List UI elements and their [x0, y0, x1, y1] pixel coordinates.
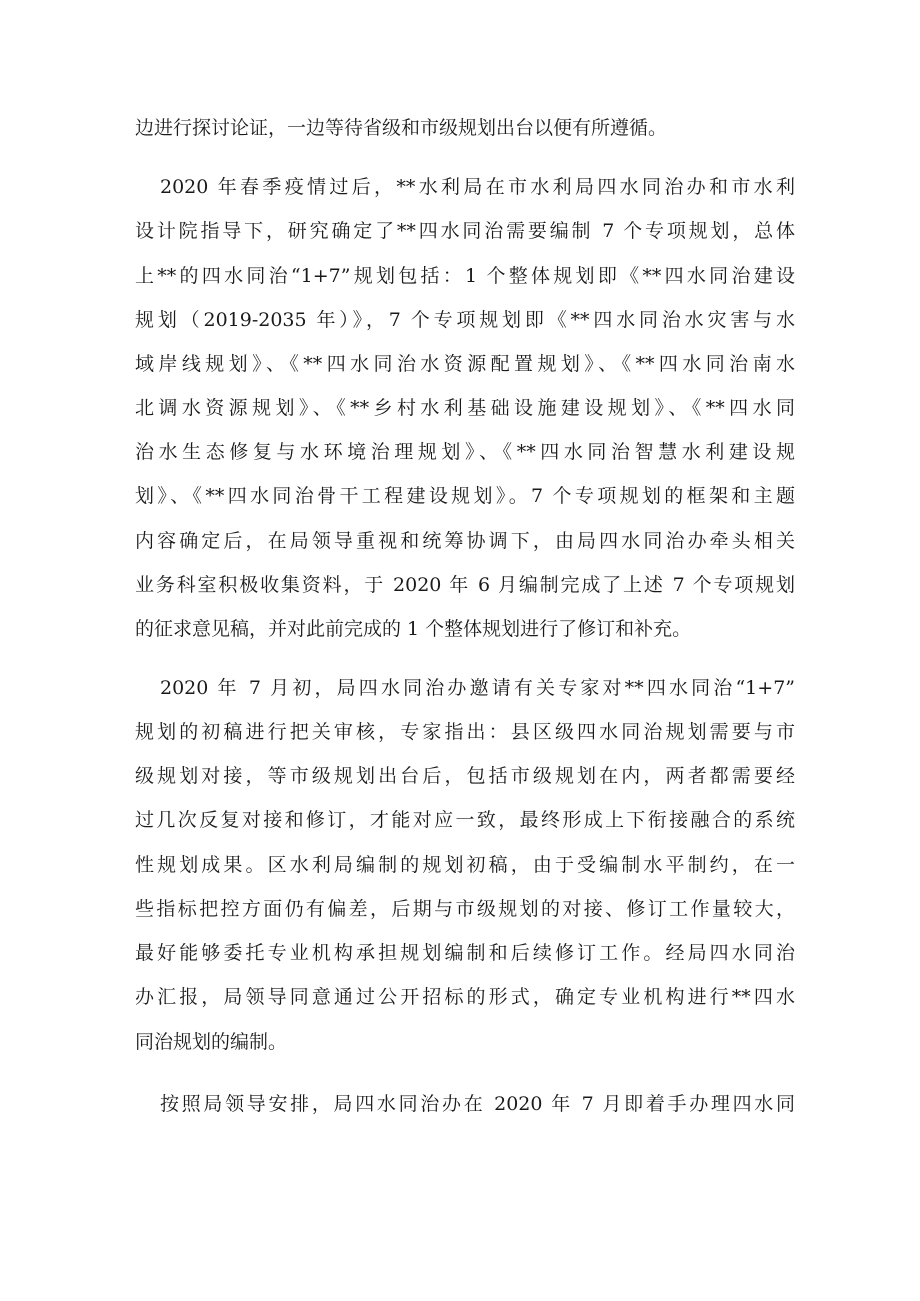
- paragraph-2-line-6: 北调水资源规划》、《**乡村水利基础设施建设规划》、《**四水同: [135, 397, 795, 419]
- paragraph-3-line-3: 级规划对接，等市级规划出台后，包括市级规划在内，两者都需要经: [135, 765, 795, 787]
- paragraph-3-line-2: 规划的初稿进行把关审核，专家指出：县区级四水同治规划需要与市: [135, 721, 795, 743]
- paragraph-3-line-1: 2020 年 7 月初，局四水同治办邀请有关专家对**四水同治“1+7”: [160, 677, 795, 699]
- paragraph-3-line-5: 性规划成果。区水利局编制的规划初稿，由于受编制水平制约，在一: [135, 854, 795, 876]
- paragraph-3-line-8: 办汇报，局领导同意通过公开招标的形式，确定专业机构进行**四水: [135, 986, 795, 1008]
- paragraph-2-line-4: 规划（2019-2035 年）》，7 个专项规划即《**四水同治水灾害与水: [135, 309, 795, 331]
- paragraph-3-line-7: 最好能够委托专业机构承担规划编制和后续修订工作。经局四水同治: [135, 942, 795, 964]
- paragraph-2-line-9: 内容确定后，在局领导重视和统筹协调下，由局四水同治办牵头相关: [135, 530, 795, 552]
- paragraph-2-line-3: 上**的四水同治“1+7”规划包括：1 个整体规划即《**四水同治建设: [135, 265, 795, 287]
- paragraph-2-line-5: 域岸线规划》、《**四水同治水资源配置规划》、《**四水同治南水: [135, 353, 795, 375]
- paragraph-3-line-6: 些指标把控方面仍有偏差，后期与市级规划的对接、修订工作量较大，: [135, 898, 795, 920]
- paragraph-2-line-7: 治水生态修复与水环境治理规划》、《**四水同治智慧水利建设规: [135, 441, 795, 463]
- paragraph-2-line-10: 业务科室积极收集资料，于 2020 年 6 月编制完成了上述 7 个专项规划: [135, 574, 795, 596]
- paragraph-4-line-1: 按照局领导安排，局四水同治办在 2020 年 7 月即着手办理四水同: [160, 1093, 795, 1115]
- paragraph-3-line-9: 同治规划的编制。: [135, 1031, 288, 1053]
- paragraph-2-line-2: 设计院指导下，研究确定了**四水同治需要编制 7 个专项规划，总体: [135, 220, 795, 242]
- paragraph-2-line-1: 2020 年春季疫情过后，**水利局在市水利局四水同治办和市水利: [160, 176, 795, 198]
- paragraph-1-line-1: 边进行探讨论证，一边等待省级和市级规划出台以便有所遵循。: [135, 117, 668, 139]
- paragraph-2-line-11: 的征求意见稿，并对此前完成的 1 个整体规划进行了修订和补充。: [135, 618, 692, 640]
- paragraph-3-line-4: 过几次反复对接和修订，才能对应一致，最终形成上下衔接融合的系统: [135, 809, 795, 831]
- paragraph-2-line-8: 划》、《**四水同治骨干工程建设规划》。7 个专项规划的框架和主题: [135, 485, 795, 507]
